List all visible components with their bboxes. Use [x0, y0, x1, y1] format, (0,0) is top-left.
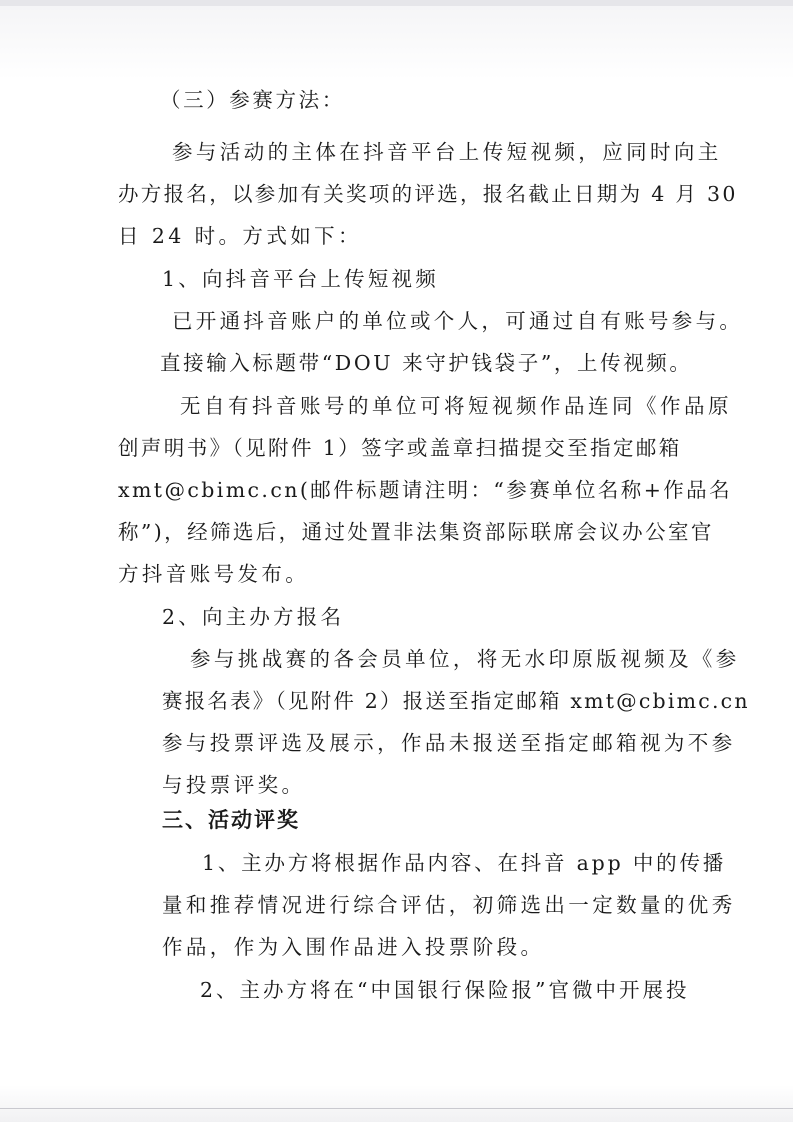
item-heading: 2、向主办方报名 — [162, 605, 345, 629]
paragraph-line: 赛报名表》（见附件 2）报送至指定邮箱 xmt@cbimc.cn — [162, 689, 750, 713]
paragraph-line: 无自有抖音账号的单位可将短视频作品连同《作品原 — [180, 394, 732, 418]
paragraph-line: 2、主办方将在“中国银行保险报”官微中开展投 — [200, 978, 690, 1002]
paragraph-line: 作品，作为入围作品进入投票阶段。 — [162, 935, 545, 959]
paragraph-line: 办方报名，以参加有关奖项的评选，报名截止日期为 4 月 30 — [118, 182, 738, 206]
scan-edge — [0, 1108, 793, 1109]
paragraph-line: 参与投票评选及展示，作品未报送至指定邮箱视为不参 — [162, 731, 736, 755]
paragraph-line: 量和推荐情况进行综合评估，初筛选出一定数量的优秀 — [162, 893, 736, 917]
item-heading: 1、向抖音平台上传短视频 — [162, 267, 439, 291]
scan-edge — [0, 0, 793, 6]
paragraph-line: 与投票评奖。 — [162, 773, 306, 797]
paragraph-line: 已开通抖音账户的单位或个人，可通过自有账号参与。 — [172, 309, 744, 333]
subsection-heading: （三）参赛方法： — [160, 88, 345, 112]
section-heading: 三、活动评奖 — [162, 808, 300, 832]
paragraph-line: 参与活动的主体在抖音平台上传短视频，应同时向主 — [172, 140, 722, 164]
paragraph-line: 直接输入标题带“DOU 来守护钱袋子”，上传视频。 — [160, 351, 693, 375]
paragraph-line: 1、主办方将根据作品内容、在抖音 app 中的传播 — [202, 851, 727, 875]
paragraph-line: 创声明书》（见附件 1）签字或盖章扫描提交至指定邮箱 — [118, 436, 682, 460]
paragraph-line: 参与挑战赛的各会员单位，将无水印原版视频及《参 — [190, 647, 740, 671]
paragraph-line: 方抖音账号发布。 — [118, 562, 310, 586]
paragraph-line: 称”)，经筛选后，通过处置非法集资部际联席会议办公室官 — [118, 520, 714, 544]
paragraph-line: 日 24 时。方式如下： — [118, 224, 362, 248]
paragraph-line: xmt@cbimc.cn(邮件标题请注明：“参赛单位名称+作品名 — [118, 478, 732, 502]
